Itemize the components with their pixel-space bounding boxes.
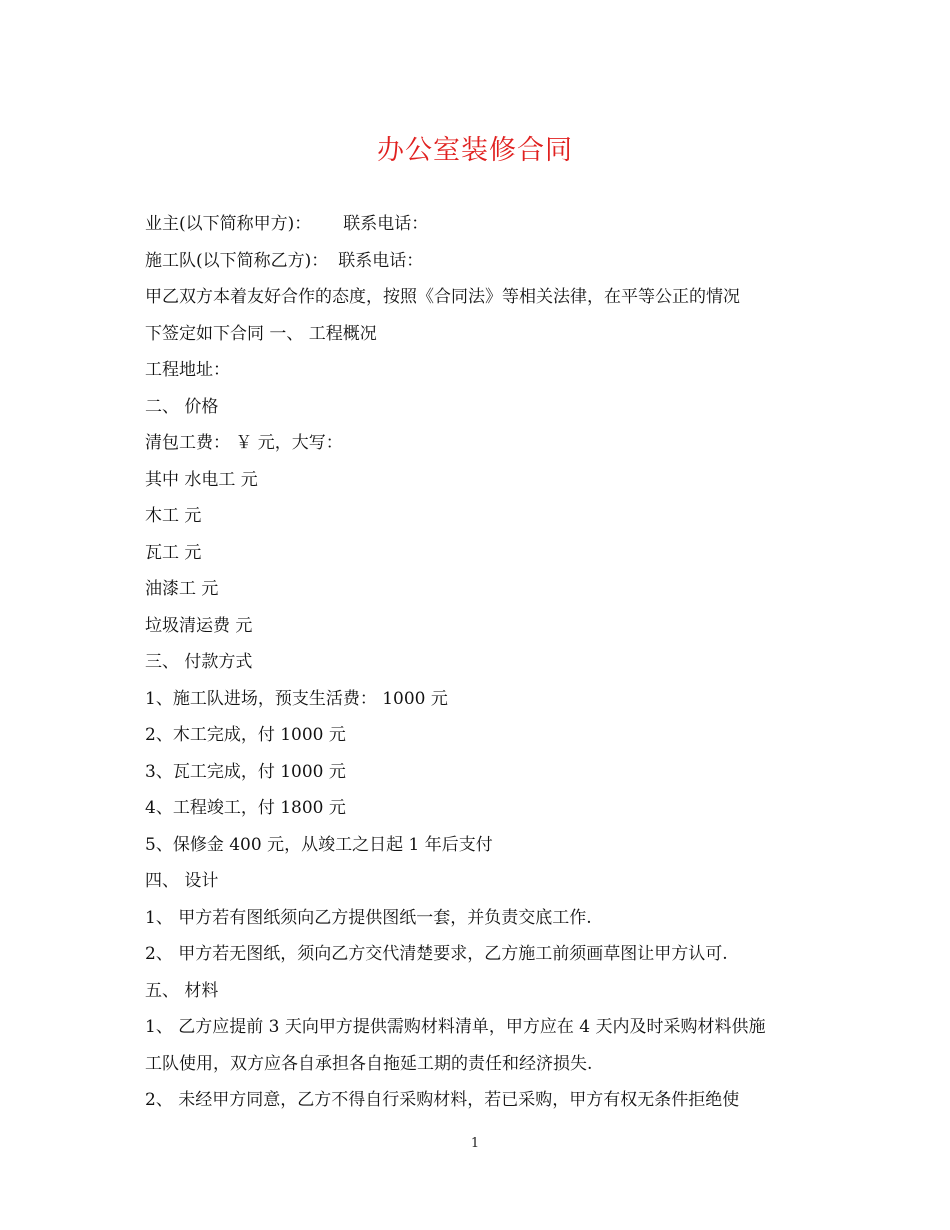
text-line: 2、 未经甲方同意，乙方不得自行采购材料，若已采购，甲方有权无条件拒绝使	[145, 1090, 740, 1110]
text-line: 工程地址：	[145, 360, 230, 380]
section-heading: 五、 材料	[145, 980, 219, 1001]
page-number: 1	[470, 1136, 480, 1151]
contractor-line	[145, 243, 825, 280]
text-line: 其中 水电工 元	[145, 469, 258, 490]
document-body	[145, 206, 825, 1119]
text-line: 工队使用，双方应各自承担各自拖延工期的责任和经济损失.	[145, 1053, 593, 1074]
document-title: 办公室装修合同	[377, 135, 573, 166]
text-line: 1、 乙方应提前 3 天向甲方提供需购材料清单，甲方应在 4 天内及时采购材料供施	[145, 1017, 766, 1037]
text-line: 油漆工 元	[145, 579, 219, 599]
text-line: 4、工程竣工，付 1800 元	[145, 798, 346, 818]
owner-phone-label: 联系电话：	[343, 214, 429, 234]
owner-label: 业主(以下简称甲方)：	[145, 214, 312, 234]
text-line: 2、木工完成，付 1000 元	[145, 725, 346, 745]
owner-line	[145, 206, 825, 243]
text-line: 2、 甲方若无图纸，须向乙方交代清楚要求，乙方施工前须画草图让甲方认可.	[145, 944, 728, 964]
text-line: 清包工费： ￥ 元，大写：	[145, 433, 343, 453]
contractor-phone-label: 联系电话：	[338, 250, 424, 271]
text-line: 1、施工队进场，预支生活费： 1000 元	[145, 688, 448, 709]
section-heading: 二、 价格	[145, 396, 219, 417]
text-line: 5、保修金 400 元，从竣工之日起 1 年后支付	[145, 834, 493, 855]
text-line: 垃圾清运费 元	[145, 615, 253, 636]
section-heading: 四、 设计	[145, 871, 219, 891]
contractor-label: 施工队(以下简称乙方)：	[145, 250, 329, 271]
text-line: 3、瓦工完成，付 1000 元	[145, 761, 346, 782]
text-line: 1、 甲方若有图纸须向乙方提供图纸一套，并负责交底工作.	[145, 907, 592, 928]
text-line: 甲乙双方本着友好合作的态度，按照《合同法》等相关法律，在平等公正的情况	[145, 287, 740, 307]
text-line: 木工 元	[145, 506, 202, 526]
text-line: 下签定如下合同 一、 工程概况	[145, 323, 377, 344]
section-heading: 三、 付款方式	[145, 652, 253, 672]
text-line: 瓦工 元	[145, 542, 202, 563]
